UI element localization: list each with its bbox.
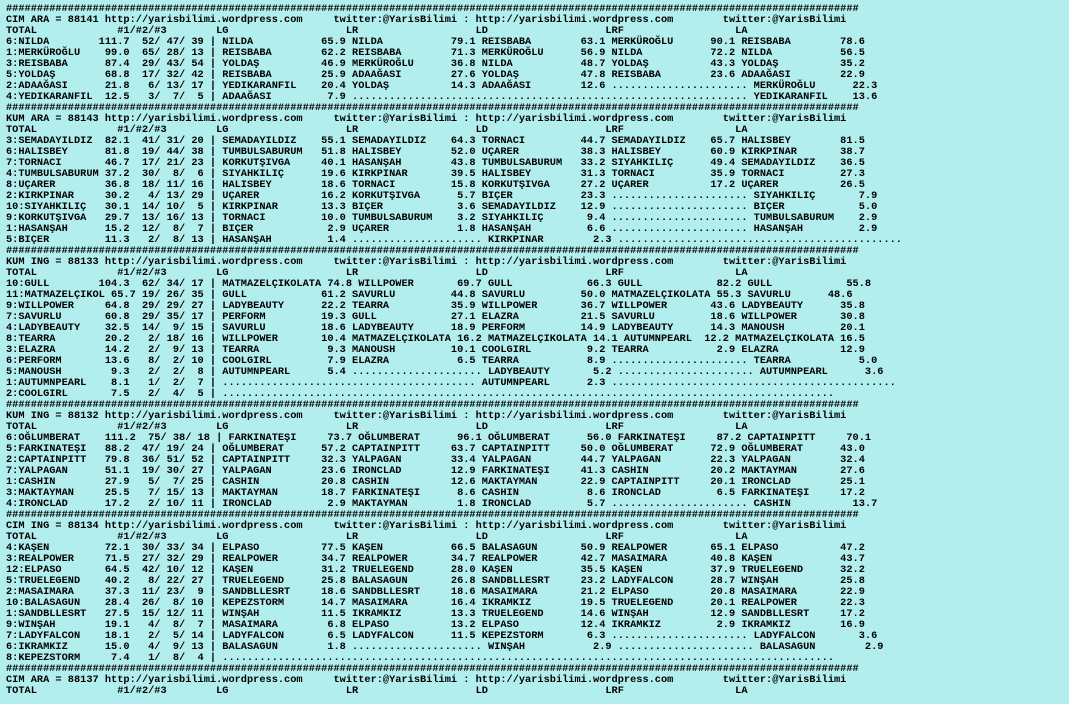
table-row: 3:SEMADAYILDIZ 82.1 41/ 31/ 20 | SEMADAYILDIZ 55.1 SEMADAYILDIZ 64.3 TORNACI 44.7 SEMADAYILDIZ 65.7 HALISBEY 81.5: [6, 135, 865, 147]
table-row: 7:LADYFALCON 18.1 2/ 5/ 14 | LADYFALCON 6.5 LADYFALCON 11.5 KEPEZSTORM 6.3 ...................... LADYFALCON 3.6: [6, 630, 878, 642]
table-row: 2:ADAAĞASI 21.8 6/ 13/ 17 | YEDIKARANFIL 20.4 YOLDAŞ 14.3 ADAAĞASI 12.6 ...................... MERKÜROĞLU 22.3: [6, 80, 878, 92]
race-header-line: CIM ARA = 88137 http://yarisbilimi.wordpress.com twitter:@YarisBilimi : http://yarisbilimi.wordpress.com twitter:@YarisBilimi: [6, 674, 847, 686]
table-row: 4:YEDIKARANFIL 12.5 3/ 7/ 5 | ADAAĞASI 7.9 ................................................................ YEDIKARANFIL 13.6: [6, 91, 878, 103]
separator-line: ##########################################################################################################################################: [6, 663, 859, 675]
race-header-line: KUM ARA = 88143 http://yarisbilimi.wordpress.com twitter:@YarisBilimi : http://yarisbilimi.wordpress.com twitter:@YarisBilimi: [6, 113, 847, 125]
table-row: 4:TUMBULSABURUM 37.2 30/ 8/ 6 | SIYAHKILIÇ 19.6 KIRKPINAR 39.5 HALISBEY 31.3 TORNACI 35.9 TORNACI 27.3: [6, 168, 865, 180]
column-header-line: TOTAL #1/#2/#3 LG LR LD LRF LA: [6, 124, 748, 136]
table-row: 8:TEARRA 20.2 2/ 18/ 16 | WILLPOWER 10.4 MATMAZELÇIKOLATA 16.2 MATMAZELÇIKOLATA 14.1 AUTUMNPEARL 12.2 MATMAZELÇIKOLATA 16.5: [6, 333, 865, 345]
table-row: 5:BIÇER 11.3 2/ 8/ 13 | HASANŞAH 1.4 ..................... KIRKPINAR 2.3 ..............................................: [6, 234, 902, 246]
table-row: 9:WILLPOWER 64.8 29/ 29/ 27 | LADYBEAUTY 22.2 TEARRA 35.9 WILLPOWER 36.7 WILLPOWER 43.6 LADYBEAUTY 35.8: [6, 300, 865, 312]
table-row: 2:MASAIMARA 37.3 11/ 23/ 9 | SANDBLLESRT 18.6 SANDBLLESRT 18.6 MASAIMARA 21.2 ELPASO 20.8 MASAIMARA 22.9: [6, 586, 865, 598]
table-row: 6:IKRAMKIZ 15.0 4/ 9/ 13 | BALASAGUN 1.8 ..................... WINŞAH 2.9 ...................... BALASAGUN 2.9: [6, 641, 884, 653]
table-row: 6:OĞLUMBERAT 111.2 75/ 38/ 18 | FARKINATEŞI 73.7 OĞLUMBERAT 96.1 OĞLUMBERAT 56.0 FARKINATEŞI 87.2 CAPTAINPITT 70.1: [6, 432, 872, 444]
table-row: 5:YOLDAŞ 68.8 17/ 32/ 42 | REISBABA 25.9 ADAAĞASI 27.6 YOLDAŞ 47.8 REISBABA 23.6 ADAAĞASI 22.9: [6, 69, 865, 81]
table-row: 9:WINŞAH 19.1 4/ 8/ 7 | MASAIMARA 6.8 ELPASO 13.2 ELPASO 12.4 IKRAMKIZ 2.9 IKRAMKIZ 16.9: [6, 619, 865, 631]
table-row: 1:AUTUMNPEARL 8.1 1/ 2/ 7 | ......................................... AUTUMNPEARL 2.3 ..............................................: [6, 377, 896, 389]
table-row: 10:SIYAHKILIÇ 30.1 14/ 10/ 5 | KIRKPINAR 13.3 BIÇER 3.6 SEMADAYILDIZ 12.9 ...................... BIÇER 5.0: [6, 201, 878, 213]
table-row: 5:FARKINATEŞI 88.2 47/ 19/ 24 | OĞLUMBERAT 57.2 CAPTAINPITT 63.7 CAPTAINPITT 50.0 OĞLUMBERAT 72.9 OĞLUMBERAT 43.0: [6, 443, 865, 455]
table-row: 6:HALISBEY 81.8 19/ 44/ 38 | TUMBULSABURUM 51.8 HALISBEY 52.0 UÇARER 38.3 HALISBEY 60.9 KIRKPINAR 38.7: [6, 146, 865, 158]
table-row: 7:TORNACI 46.7 17/ 21/ 23 | KORKUTŞIVGA 40.1 HASANŞAH 43.8 TUMBULSABURUM 33.2 SIYAHKILIÇ 49.4 SEMADAYILDIZ 36.5: [6, 157, 865, 169]
table-row: 5:MANOUSH 9.3 2/ 2/ 8 | AUTUMNPEARL 5.4 ..................... LADYBEAUTY 5.2 ...................... AUTUMNPEARL 3.6: [6, 366, 884, 378]
separator-line: ##########################################################################################################################################: [6, 399, 859, 411]
race-header-line: CIM ARA = 88141 http://yarisbilimi.wordpress.com twitter:@YarisBilimi : http://yarisbilimi.wordpress.com twitter:@YarisBilimi: [6, 14, 847, 26]
table-row: 4:KAŞEN 72.1 30/ 33/ 34 | ELPASO 77.5 KAŞEN 66.5 BALASAGUN 50.9 REALPOWER 65.1 ELPASO 47.2: [6, 542, 865, 554]
table-row: 12:ELPASO 64.5 42/ 10/ 12 | KAŞEN 31.2 TRUELEGEND 28.0 KAŞEN 35.5 KAŞEN 37.9 TRUELEGEND 32.2: [6, 564, 865, 576]
table-row: 4:LADYBEAUTY 32.5 14/ 9/ 15 | SAVURLU 18.6 LADYBEAUTY 18.9 PERFORM 14.9 LADYBEAUTY 14.3 MANOUSH 20.1: [6, 322, 865, 334]
table-row: 2:KIRKPINAR 30.2 4/ 13/ 29 | UÇARER 16.2 KORKUTŞIVGA 5.7 BIÇER 23.3 ...................... SIYAHKILIÇ 7.9: [6, 190, 878, 202]
table-row: 3:REISBABA 87.4 29/ 43/ 54 | YOLDAŞ 46.9 MERKÜROĞLU 36.8 NILDA 48.7 YOLDAŞ 43.3 YOLDAŞ 35.2: [6, 58, 865, 70]
table-row: 10:GULL 104.3 62/ 34/ 17 | MATMAZELÇIKOLATA 74.8 WILLPOWER 69.7 GULL 66.3 GULL 82.2 GULL 55.8: [6, 278, 872, 290]
table-row: 3:REALPOWER 71.5 27/ 32/ 29 | REALPOWER 34.7 REALPOWER 34.7 REALPOWER 42.7 MASAIMARA 40.8 KAŞEN 43.7: [6, 553, 865, 565]
column-header-line: TOTAL #1/#2/#3 LG LR LD LRF LA: [6, 267, 748, 279]
race-stats-document: [6, 4, 1066, 704]
table-row: 7:SAVURLU 60.8 29/ 35/ 17 | PERFORM 19.3 GULL 27.1 ELAZRA 21.5 SAVURLU 18.6 WILLPOWER 30.8: [6, 311, 865, 323]
separator-line: ##########################################################################################################################################: [6, 102, 859, 114]
race-header-line: KUM ING = 88132 http://yarisbilimi.wordpress.com twitter:@YarisBilimi : http://yarisbilimi.wordpress.com twitter:@YarisBilimi: [6, 410, 847, 422]
table-row: 3:ELAZRA 14.2 2/ 9/ 13 | TEARRA 9.3 MANOUSH 10.1 COOLGIRL 9.2 TEARRA 2.9 ELAZRA 12.9: [6, 344, 865, 356]
table-row: 2:COOLGIRL 7.5 2/ 4/ 5 | ...................................................................................................: [6, 388, 835, 400]
table-row: 1:CASHIN 27.9 5/ 7/ 25 | CASHIN 20.8 CASHIN 12.6 MAKTAYMAN 22.9 CAPTAINPITT 20.1 IRONCLAD 25.1: [6, 476, 865, 488]
table-row: 4:IRONCLAD 17.2 2/ 10/ 11 | IRONCLAD 2.9 MAKTAYMAN 1.8 IRONCLAD 5.7 ...................... CASHIN 13.7: [6, 498, 878, 510]
table-row: 8:UÇARER 36.8 18/ 11/ 16 | HALISBEY 18.6 TORNACI 15.8 KORKUTŞIVGA 27.2 UÇARER 17.2 UÇARER 26.5: [6, 179, 865, 191]
table-row: 5:TRUELEGEND 40.2 8/ 22/ 27 | TRUELEGEND 25.8 BALASAGUN 26.8 SANDBLLESRT 23.2 LADYFALCON 28.7 WINŞAH 25.8: [6, 575, 865, 587]
table-row: 1:HASANŞAH 15.2 12/ 8/ 7 | BIÇER 2.9 UÇARER 1.8 HASANŞAH 6.6 ...................... HASANŞAH 2.9: [6, 223, 878, 235]
table-row: 10:BALASAGUN 28.4 26/ 8/ 10 | KEPEZSTORM 14.7 MASAIMARA 16.4 IKRAMKIZ 19.5 TRUELEGEND 20.1 REALPOWER 22.3: [6, 597, 865, 609]
separator-line: ##########################################################################################################################################: [6, 245, 859, 257]
table-row: 1:SANDBLLESRT 27.5 15/ 12/ 11 | WINŞAH 11.5 IKRAMKIZ 13.3 TRUELEGEND 14.6 WINŞAH 12.9 SANDBLLESRT 17.2: [6, 608, 865, 620]
table-row: 1:MERKÜROĞLU 99.0 65/ 28/ 13 | REISBABA 62.2 REISBABA 71.3 MERKÜROĞLU 56.9 NILDA 72.2 NILDA 56.5: [6, 47, 865, 59]
column-header-line: TOTAL #1/#2/#3 LG LR LD LRF LA: [6, 25, 748, 37]
column-header-line: TOTAL #1/#2/#3 LG LR LD LRF LA: [6, 685, 748, 697]
column-header-line: TOTAL #1/#2/#3 LG LR LD LRF LA: [6, 531, 748, 543]
table-row: 8:KEPEZSTORM 7.4 1/ 8/ 4 | ...................................................................................................: [6, 652, 835, 664]
table-row: 3:MAKTAYMAN 25.5 7/ 15/ 13 | MAKTAYMAN 18.7 FARKINATEŞI 8.6 CASHIN 8.6 IRONCLAD 6.5 FARKINATEŞI 17.2: [6, 487, 865, 499]
table-row: 6:NILDA 111.7 52/ 47/ 39 | NILDA 65.9 NILDA 79.1 REISBABA 63.1 MERKÜROĞLU 90.1 REISBABA 78.6: [6, 36, 865, 48]
table-row: 9:KORKUTŞIVGA 29.7 13/ 16/ 13 | TORNACI 10.0 TUMBULSABURUM 3.2 SIYAHKILIÇ 9.4 ...................... TUMBULSABURUM 2.9: [6, 212, 878, 224]
separator-line: ##########################################################################################################################################: [6, 4, 859, 15]
race-header-line: KUM ING = 88133 http://yarisbilimi.wordpress.com twitter:@YarisBilimi : http://yarisbilimi.wordpress.com twitter:@YarisBilimi: [6, 256, 847, 268]
table-row: 7:YALPAGAN 51.1 19/ 30/ 27 | YALPAGAN 23.6 IRONCLAD 12.9 FARKINATEŞI 41.3 CASHIN 20.2 MAKTAYMAN 27.6: [6, 465, 865, 477]
table-row: 6:PERFORM 13.6 8/ 2/ 10 | COOLGIRL 7.9 ELAZRA 6.5 TEARRA 8.9 ...................... TEARRA 5.0: [6, 355, 878, 367]
table-row: 11:MATMAZELÇIKOL 65.7 19/ 26/ 35 | GULL 61.2 SAVURLU 44.8 SAVURLU 50.0 MATMAZELÇIKOLATA 55.3 SAVURLU 48.6: [6, 289, 853, 301]
race-header-line: CIM ING = 88134 http://yarisbilimi.wordpress.com twitter:@YarisBilimi : http://yarisbilimi.wordpress.com twitter:@YarisBilimi: [6, 520, 847, 532]
separator-line: ##########################################################################################################################################: [6, 509, 859, 521]
column-header-line: TOTAL #1/#2/#3 LG LR LD LRF LA: [6, 421, 748, 433]
table-row: 2:CAPTAINPITT 79.8 36/ 51/ 52 | CAPTAINPITT 32.3 YALPAGAN 33.4 YALPAGAN 44.7 YALPAGAN 22.3 YALPAGAN 32.4: [6, 454, 865, 466]
